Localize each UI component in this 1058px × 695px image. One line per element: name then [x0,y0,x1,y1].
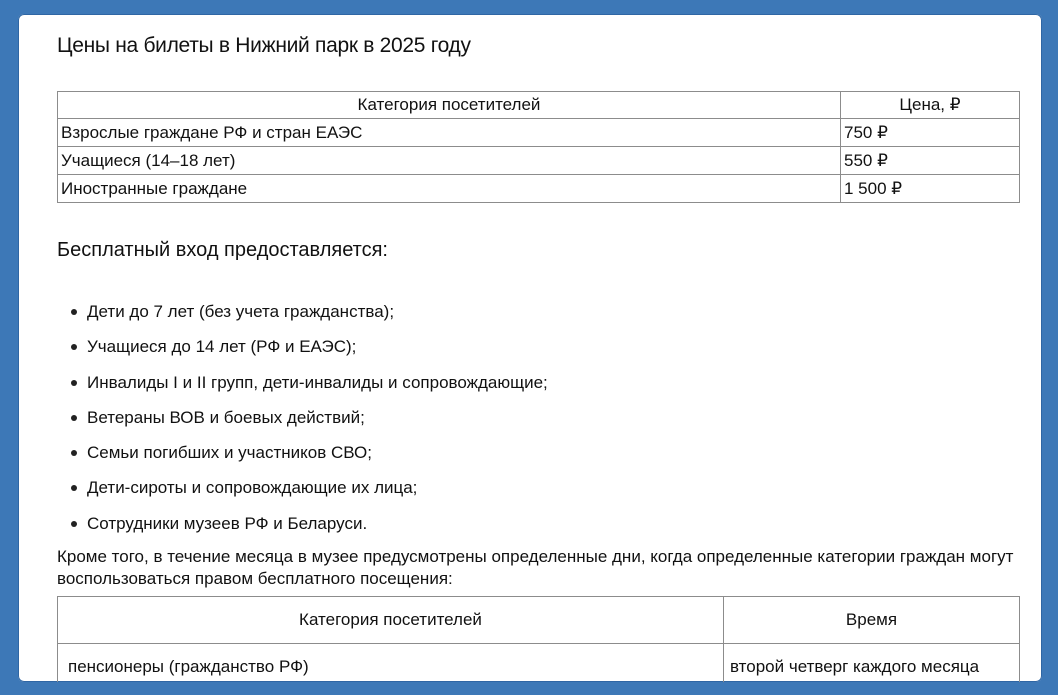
table-row [58,175,1020,203]
free-days-table [57,596,1020,682]
price-cell: 750 ₽ [841,119,1020,147]
list-item: Семьи погибших и участников СВО; [87,435,548,470]
category-cell: Иностранные граждане [58,175,841,203]
free-days-note: Кроме того, в течение месяца в музее предусмотрены определенные дни, когда определенные категории граждан могут воспользоваться правом бесплатного посещения: [57,547,1014,588]
table-header-row [58,597,1020,644]
column-header-category: Категория посетителей [58,92,841,119]
content-card [18,14,1042,682]
table-row [58,147,1020,175]
column-header-price: Цена, ₽ [841,92,1020,119]
column-header-time: Время [724,597,1020,644]
list-item: Учащиеся до 14 лет (РФ и ЕАЭС); [87,329,548,364]
table-row [58,119,1020,147]
list-item: Дети до 7 лет (без учета гражданства); [87,294,548,329]
category-cell: Взрослые граждане РФ и стран ЕАЭС [58,119,841,147]
list-item: Инвалиды I и II групп, дети-инвалиды и сопровождающие; [87,365,548,400]
category-cell: Учащиеся (14–18 лет) [58,147,841,175]
prices-table [57,91,1020,203]
free-entry-heading: Бесплатный вход предоставляется: [57,239,388,261]
page-title: Цены на билеты в Нижний парк в 2025 году [57,34,471,57]
price-cell: 550 ₽ [841,147,1020,175]
list-item: Сотрудники музеев РФ и Беларуси. [87,506,548,541]
table-header-row [58,92,1020,119]
list-item: Дети-сироты и сопровождающие их лица; [87,470,548,505]
column-header-category: Категория посетителей [58,597,724,644]
price-cell: 1 500 ₽ [841,175,1020,203]
time-cell: второй четверг каждого месяца [724,644,1020,683]
table-row [58,644,1020,683]
category-cell: пенсионеры (гражданство РФ) [58,644,724,683]
list-item: Ветераны ВОВ и боевых действий; [87,400,548,435]
free-entry-list [57,294,548,541]
